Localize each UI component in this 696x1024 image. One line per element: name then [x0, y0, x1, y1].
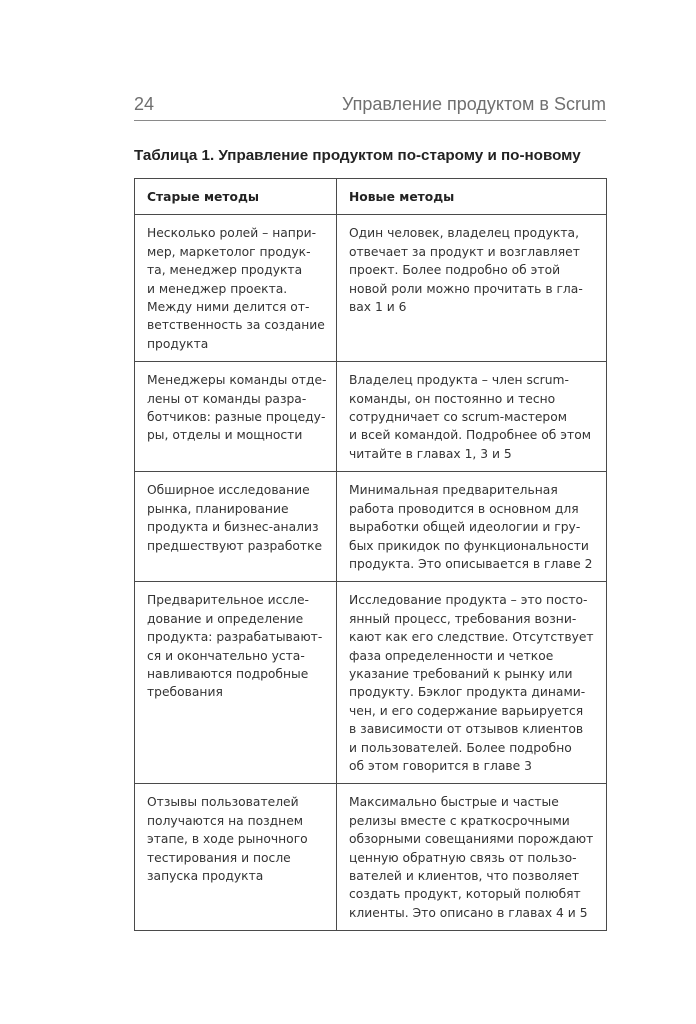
cell-text-line: янный процесс, требования возни- — [349, 611, 577, 626]
cell-text-line: ценную обратную связь от пользо- — [349, 850, 577, 865]
cell-text-line: и менеджер проекта. — [147, 281, 288, 296]
cell-text-line: навливаются подробные — [147, 666, 309, 681]
new-method-cell — [337, 215, 607, 362]
cell-text-line: Предварительное иссле- — [147, 593, 309, 608]
cell-text-line: запуска продукта — [147, 869, 264, 883]
column-header-old: Старые методы — [135, 179, 337, 215]
old-method-cell — [135, 784, 337, 931]
old-method-cell — [135, 215, 337, 362]
cell-text-line: Один человек, владелец продукта, — [349, 226, 579, 241]
cell-text-line: лены от команды разра- — [147, 391, 307, 406]
cell-text-line: Владелец продукта – член scrum- — [349, 373, 569, 388]
table-row — [135, 582, 607, 784]
new-method-cell — [337, 362, 607, 472]
cell-text-line: указание требований к рынку или — [349, 666, 573, 681]
new-method-cell — [337, 582, 607, 784]
cell-text-line: сотрудничает со scrum-мастером — [349, 410, 568, 425]
old-method-cell — [135, 582, 337, 784]
cell-text-line: фаза определенности и четкое — [349, 648, 554, 663]
cell-text-line: предшествуют разработке — [147, 538, 323, 553]
running-head — [134, 92, 606, 121]
table-row — [135, 472, 607, 582]
cell-text-line: мер, маркетолог продук- — [147, 244, 311, 259]
cell-text-line: продукта — [147, 336, 209, 351]
cell-text-line: работа проводится в основном для — [349, 501, 579, 516]
cell-text-line: Максимально быстрые и частые — [349, 795, 559, 810]
table-caption: Таблица 1. Управление продуктом по-старому и по-новому — [134, 147, 581, 164]
cell-text-line: и пользователей. Более подробно — [349, 740, 572, 755]
cell-text-line: релизы вместе с краткосрочными — [349, 813, 570, 828]
cell-text-line: ры, отделы и мощности — [147, 428, 303, 443]
new-method-cell — [337, 784, 607, 931]
cell-text-line: тестирования и после — [147, 850, 291, 865]
book-title: Управление продуктом в Scrum — [341, 94, 606, 114]
cell-text-line: читайте в главах 1, 3 и 5 — [349, 446, 512, 461]
cell-text-line: требования — [147, 685, 223, 700]
cell-text-line: клиенты. Это описано в главах 4 и 5 — [349, 905, 588, 920]
cell-text-line: и всей командой. Подробнее об этом — [349, 428, 592, 443]
cell-text-line: новой роли можно прочитать в гла- — [349, 281, 583, 296]
cell-text-line: Отзывы пользователей — [147, 795, 299, 810]
page-number: 24 — [134, 94, 155, 114]
column-header-new: Новые методы — [337, 179, 607, 215]
cell-text-line: команды, он постоянно и тесно — [349, 391, 556, 406]
cell-text-line: продукта и бизнес-анализ — [147, 520, 319, 535]
table-row — [135, 215, 607, 362]
cell-text-line: продукту. Бэклог продукта динами- — [349, 685, 586, 700]
cell-text-line: ветственность за создание — [147, 318, 325, 333]
cell-text-line: Минимальная предварительная — [349, 483, 558, 498]
cell-text-line: продукта: разрабатывают- — [147, 630, 323, 645]
old-method-cell — [135, 472, 337, 582]
cell-text-line: кают как его следствие. Отсутствует — [349, 630, 594, 645]
cell-text-line: рынка, планирование — [147, 501, 289, 516]
cell-text-line: чен, и его содержание варьируется — [349, 703, 584, 718]
cell-text-line: Несколько ролей – напри- — [147, 226, 317, 241]
cell-text-line: создать продукт, который полюбят — [349, 887, 581, 902]
cell-text-line: продукта. Это описывается в главе 2 — [349, 556, 593, 571]
new-method-cell — [337, 472, 607, 582]
cell-text-line: отвечает за продукт и возглавляет — [349, 244, 580, 259]
cell-text-line: Между ними делится от- — [147, 300, 310, 315]
old-method-cell — [135, 362, 337, 472]
cell-text-line: Менеджеры команды отде- — [147, 373, 327, 388]
cell-text-line: обзорными совещаниями порождают — [349, 832, 594, 847]
cell-text-line: вах 1 и 6 — [349, 300, 407, 315]
cell-text-line: в зависимости от отзывов клиентов — [349, 722, 584, 737]
cell-text-line: выработки общей идеологии и гру- — [349, 520, 581, 535]
table-row — [135, 784, 607, 931]
cell-text-line: Обширное исследование — [147, 483, 310, 498]
cell-text-line: дование и определение — [147, 611, 304, 626]
cell-text-line: об этом говорится в главе 3 — [349, 758, 532, 773]
cell-text-line: та, менеджер продукта — [147, 263, 303, 278]
cell-text-line: ботчиков: разные процеду- — [147, 410, 326, 425]
cell-text-line: Исследование продукта – это посто- — [349, 593, 588, 608]
cell-text-line: проект. Более подробно об этой — [349, 263, 561, 278]
cell-text-line: получаются на позднем — [147, 813, 304, 828]
comparison-table — [134, 178, 607, 931]
cell-text-line: вателей и клиентов, что позволяет — [349, 869, 580, 883]
cell-text-line: этапе, в ходе рыночного — [147, 832, 308, 847]
cell-text-line: ся и окончательно уста- — [147, 648, 305, 663]
cell-text-line: бых прикидок по функциональности — [349, 538, 589, 553]
table-header-row — [135, 179, 607, 215]
table-row — [135, 362, 607, 472]
